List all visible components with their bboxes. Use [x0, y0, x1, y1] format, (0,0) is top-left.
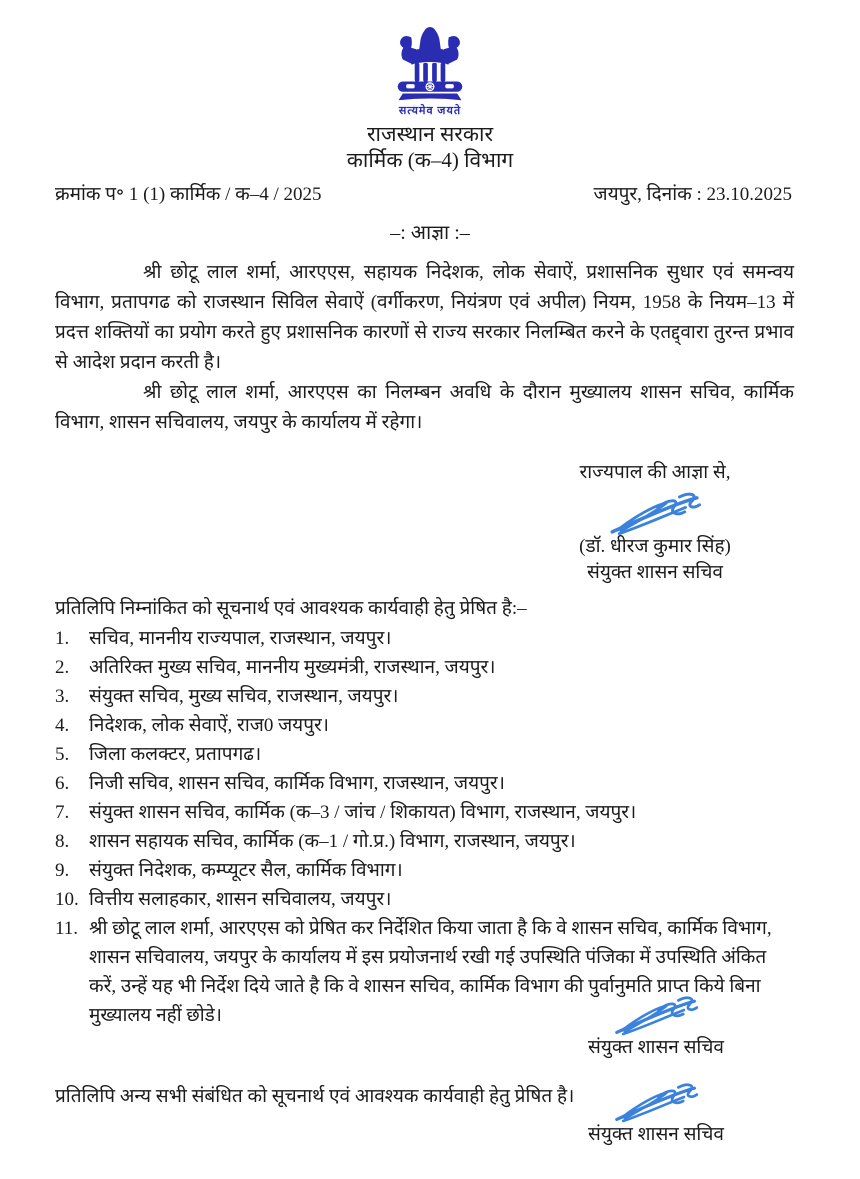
cc-list-item: [55, 711, 798, 740]
cc-list-item: [55, 856, 798, 885]
cc-item-text: अतिरिक्त मुख्य सचिव, माननीय मुख्यमंत्री, राजस्थान, जयपुर।: [89, 657, 496, 678]
signature-scribble-icon: [601, 490, 709, 538]
signatory-title: संयुक्त शासन सचिव: [586, 562, 723, 583]
cc-item-number: 3.: [55, 686, 70, 707]
cc-item-number: 5.: [55, 744, 70, 765]
cc-item-text: सचिव, माननीय राज्यपाल, राजस्थान, जयपुर।: [89, 628, 392, 649]
cc-item-number: 11.: [55, 918, 79, 939]
cc-item-number: 10.: [55, 889, 79, 910]
cc-item-text: संयुक्त सचिव, मुख्य सचिव, राजस्थान, जयपुर।: [89, 686, 399, 707]
cc-list-item: [55, 769, 798, 798]
cc-item-number: 8.: [55, 831, 70, 852]
place-date: जयपुर, दिनांक : 23.10.2025: [593, 184, 792, 205]
order-paragraph-2: श्री छोटू लाल शर्मा, आरएएस का निलम्बन अवधि के दौरान मुख्यालय शासन सचिव, कार्मिक विभाग, शासन सचिवालय, जयपुर के कार्यालय में रहेगा।: [55, 382, 794, 433]
signatory-title: संयुक्त शासन सचिव: [587, 1124, 724, 1145]
cc-item-number: 2.: [55, 657, 70, 678]
reference-number: क्रमांक प॰ 1 (1) कार्मिक / क–4 / 2025: [55, 184, 322, 205]
signatory-name: (डॉ. धीरज कुमार सिंह): [579, 536, 731, 557]
cc-item-text: संयुक्त निदेशक, कम्प्यूटर सैल, कार्मिक विभाग।: [89, 860, 403, 881]
department-name: कार्मिक (क–4) विभाग: [346, 148, 514, 172]
order-paragraph-1: श्री छोटू लाल शर्मा, आरएएस, सहायक निदेशक, लोक सेवाऐं, प्रशासनिक सुधार एवं समन्वय विभाग, प्रतापगढ को राजस्थान सिविल सेवाऐं (वर्गीकरण, नियंत्रण एवं अपील) नियम, 1958 के नियम–13 में प्रदत्त शक्तियों का प्रयोग करते हुए प्रशासनिक कारणों से राज्य सरकार निलम्बित करने के एतद्द्वारा तुरन्त प्रभाव से आदेश प्रदान करती है।: [55, 262, 794, 373]
cc-item-number: 9.: [55, 860, 70, 881]
document-header: [0, 0, 860, 173]
cc-list-item: [55, 798, 798, 827]
cc-item-number: 7.: [55, 802, 70, 823]
cc-item-text: संयुक्त शासन सचिव, कार्मिक (क–3 / जांच / शिकायत) विभाग, राजस्थान, जयपुर।: [89, 802, 637, 823]
cc-list-item: [55, 885, 798, 914]
government-name: राजस्थान सरकार: [366, 122, 494, 146]
cc-other-line: प्रतिलिपि अन्य सभी संबंधित को सूचनार्थ एवं आवश्यक कार्यवाही हेतु प्रेषित है।: [55, 1086, 575, 1107]
cc-item-number: 1.: [55, 628, 70, 649]
cc-list-item: [55, 653, 798, 682]
order-heading: –: आज्ञा :–: [390, 222, 470, 244]
cc-item-text: जिला कलक्टर, प्रतापगढ।: [89, 744, 262, 765]
cc-list-item: [55, 914, 798, 1030]
cc-heading: प्रतिलिपि निम्नांकित को सूचनार्थ एवं आवश्यक कार्यवाही हेतु प्रेषित है:–: [55, 598, 527, 619]
cc-section: [55, 594, 798, 1030]
cc-item-text: निजी सचिव, शासन सचिव, कार्मिक विभाग, राजस्थान, जयपुर।: [89, 773, 505, 794]
cc-item-text: श्री छोटू लाल शर्मा, आरएएस को प्रेषित कर निर्देशित किया जाता है कि वे शासन सचिव, कार्मिक विभाग, शासन सचिवालय, जयपुर के कार्यालय में इस प्रयोजनार्थ रखी गई उपस्थिति पंजिका में उपस्थिति अंकित करें, उन्हें यह भी निर्देश दिये जाते है कि वे शासन सचिव, कार्मिक विभाग की पुर्वानुमति प्राप्त किये बिना मुख्यालय नहीं छोडे।: [89, 918, 772, 1026]
cc-item-text: वित्तीय सलाहकार, शासन सचिवालय, जयपुर।: [89, 889, 392, 910]
reference-row: [55, 182, 792, 208]
cc-item-number: 6.: [55, 773, 70, 794]
cc-item-text: शासन सहायक सचिव, कार्मिक (क–1 / गो.प्र.) विभाग, राजस्थान, जयपुर।: [89, 831, 576, 852]
signature-scribble-icon: [608, 1081, 704, 1125]
cc-item-number: 4.: [55, 715, 70, 736]
order-body: [55, 258, 794, 438]
cc-list-item: [55, 624, 798, 653]
cc-list-item: [55, 827, 798, 856]
ashoka-emblem-icon: [379, 22, 481, 102]
signatory-title: संयुक्त शासन सचिव: [587, 1037, 724, 1058]
signature-block-3: [556, 1081, 756, 1147]
cc-list-item: [55, 740, 798, 769]
emblem-motto: सत्यमेव जयते: [398, 105, 462, 117]
signature-block-1: [510, 460, 800, 586]
cc-item-text: निदेशक, लोक सेवाऐं, राज0 जयपुर।: [89, 715, 329, 736]
by-order-line: राज्यपाल की आज्ञा से,: [579, 462, 731, 483]
cc-list-item: [55, 682, 798, 711]
